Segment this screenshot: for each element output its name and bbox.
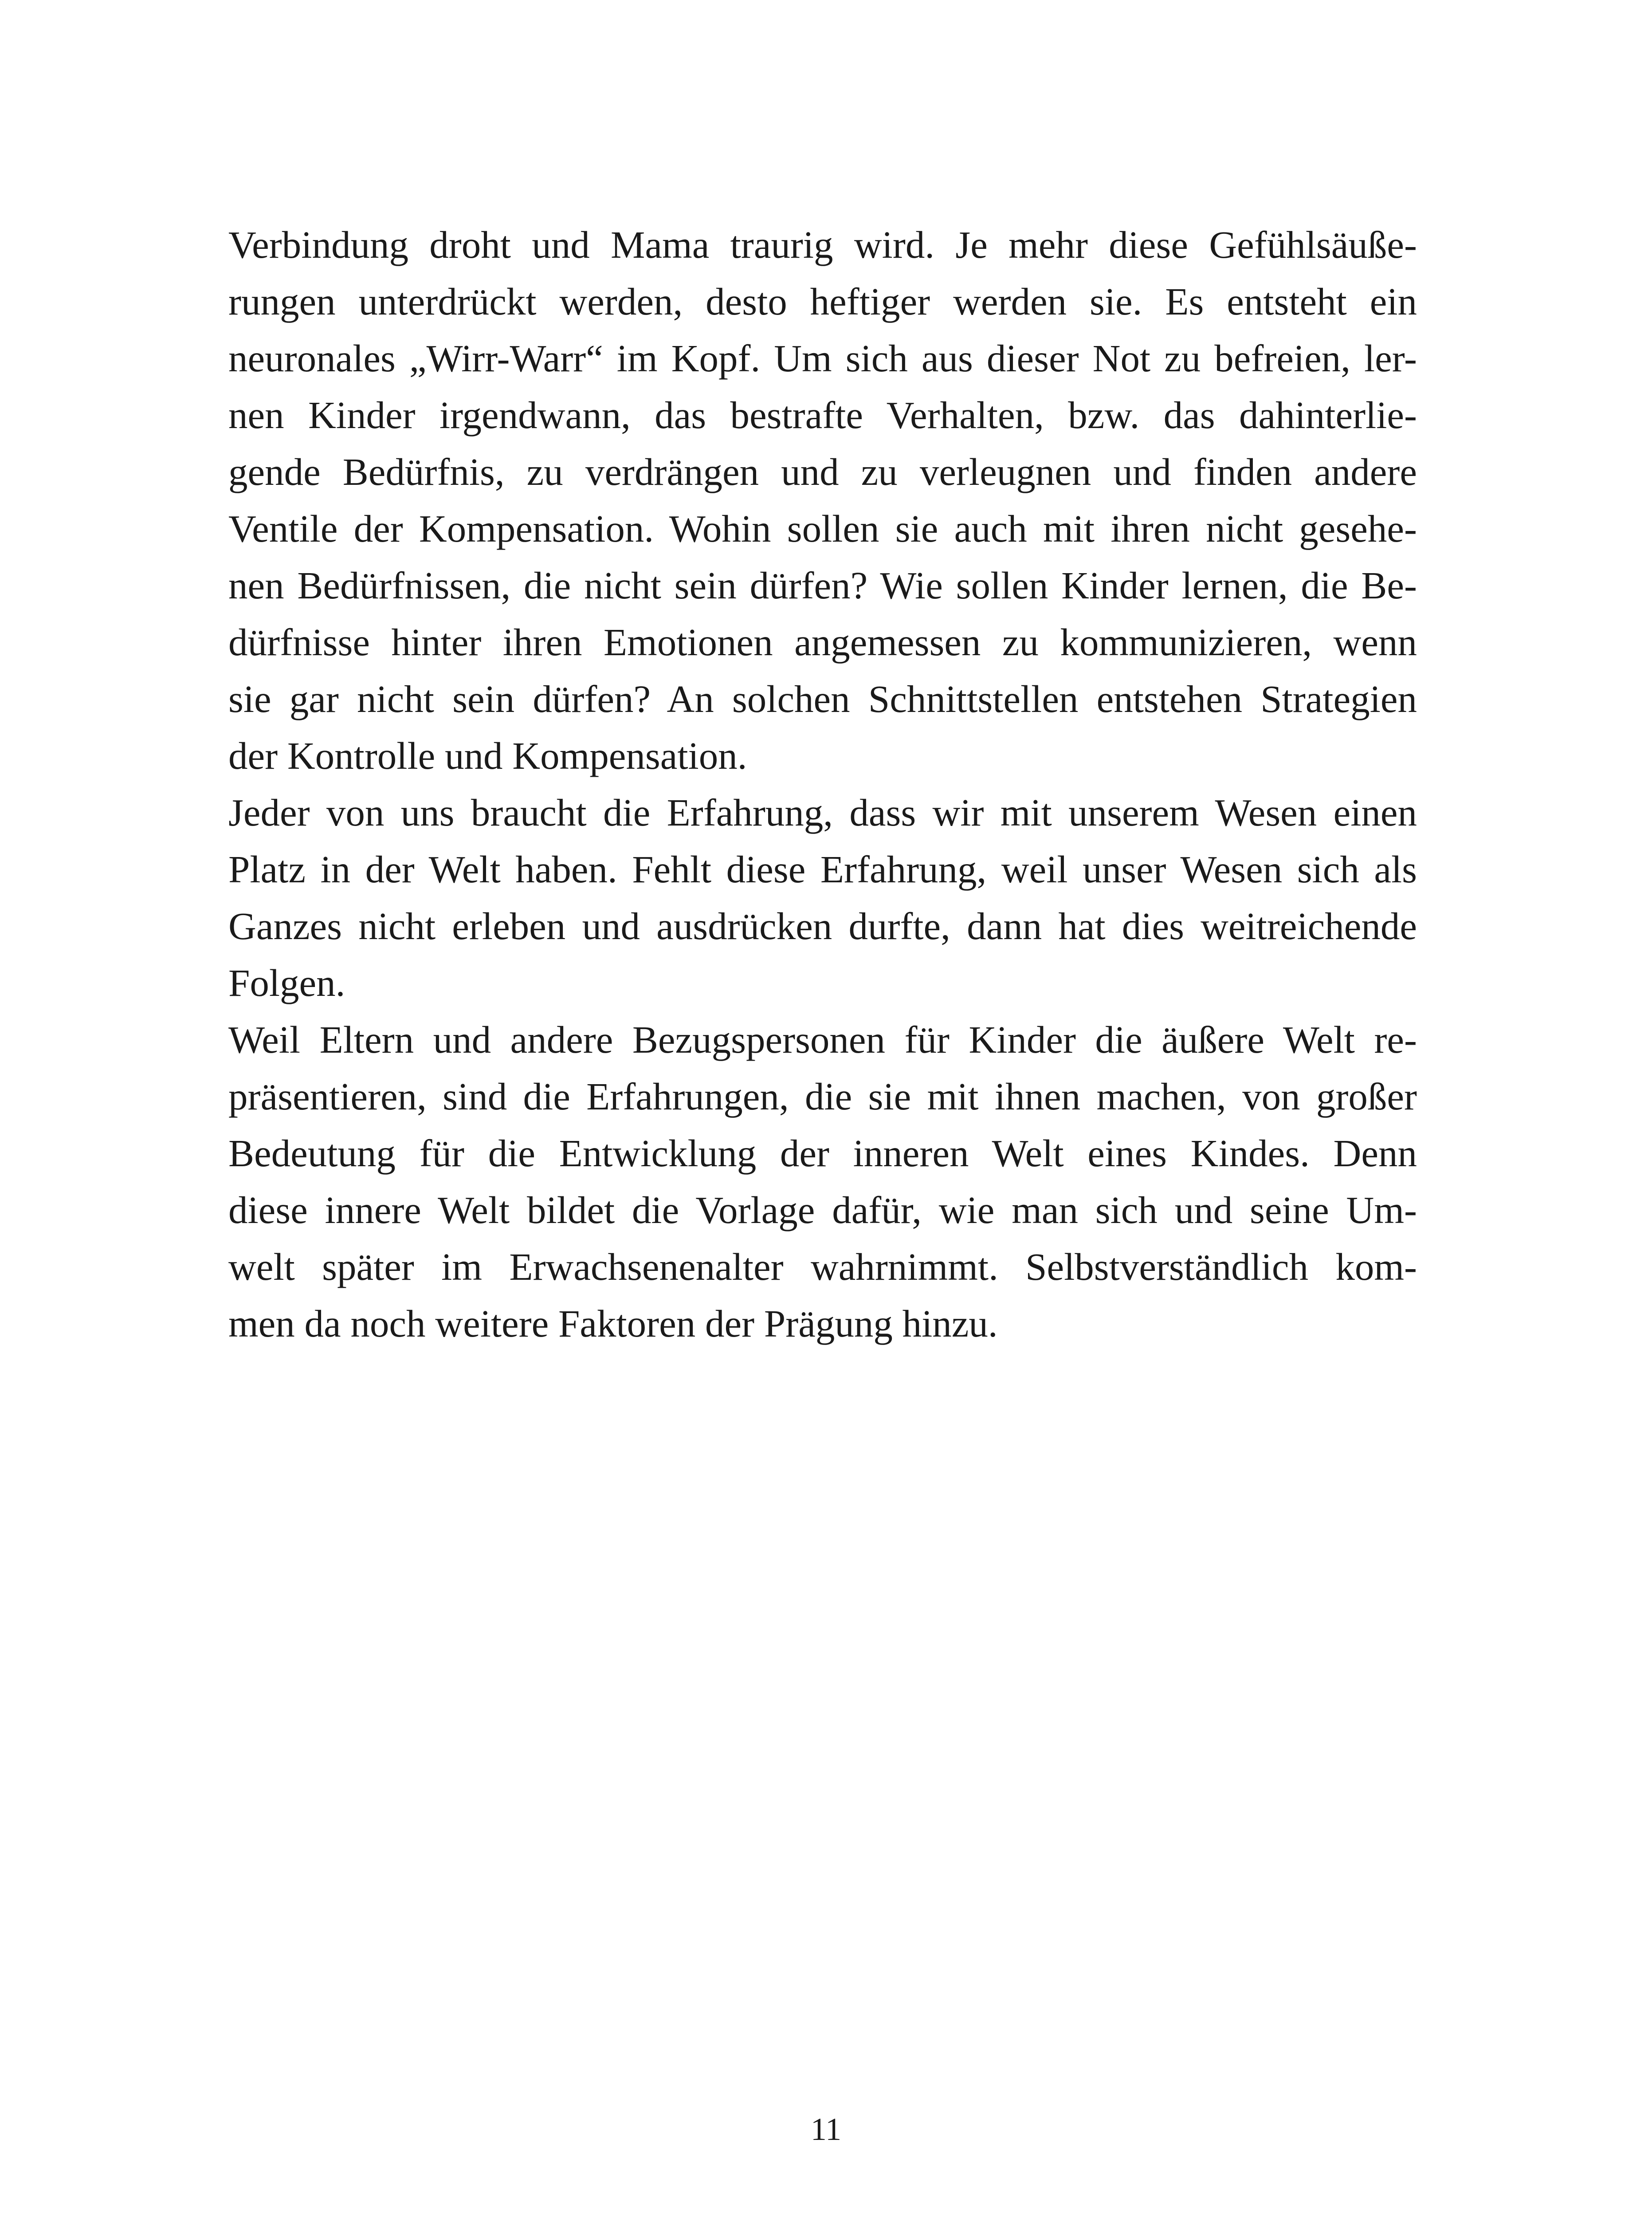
text-line: welt später im Erwachsenenalter wahrnimmt. Selbstverständlich kom- — [228, 1245, 1417, 1288]
text-line: Weil Eltern und andere Bezugspersonen für Kinder die äußere Welt re- — [228, 1018, 1417, 1061]
text-line: gende Bedürfnis, zu verdrängen und zu verleugnen und finden andere — [228, 450, 1417, 493]
text-line: nen Kinder irgendwann, das bestrafte Verhalten, bzw. das dahinterlie- — [228, 393, 1417, 437]
body-text — [228, 216, 1417, 1352]
text-line: Ventile der Kompensation. Wohin sollen sie auch mit ihren nicht gesehe- — [228, 507, 1417, 550]
text-line: rungen unterdrückt werden, desto heftiger werden sie. Es entsteht ein — [228, 280, 1417, 323]
page-number: 11 — [810, 2112, 842, 2147]
text-line: Bedeutung für die Entwicklung der inneren Welt eines Kindes. Denn — [228, 1132, 1417, 1175]
text-line: dürfnisse hinter ihren Emotionen angemessen zu kommunizieren, wenn — [228, 621, 1417, 664]
text-line: neuronales „Wirr-Warr“ im Kopf. Um sich aus dieser Not zu befreien, ler- — [228, 337, 1417, 380]
text-line: Ganzes nicht erleben und ausdrücken durfte, dann hat dies weitreichende — [228, 905, 1417, 948]
text-line: nen Bedürfnissen, die nicht sein dürfen? Wie sollen Kinder lernen, die Be- — [228, 564, 1417, 607]
text-line: Folgen. — [228, 961, 345, 1004]
text-line: Verbindung droht und Mama traurig wird. Je mehr diese Gefühlsäuße- — [228, 223, 1417, 266]
text-line: diese innere Welt bildet die Vorlage dafür, wie man sich und seine Um- — [228, 1188, 1417, 1231]
text-line: präsentieren, sind die Erfahrungen, die sie mit ihnen machen, von großer — [228, 1075, 1417, 1118]
text-line: der Kontrolle und Kompensation. — [228, 734, 747, 777]
text-line: men da noch weitere Faktoren der Prägung hinzu. — [228, 1302, 998, 1345]
text-line: Jeder von uns braucht die Erfahrung, dass wir mit unserem Wesen einen — [228, 791, 1417, 834]
text-line: sie gar nicht sein dürfen? An solchen Schnittstellen entstehen Strategien — [228, 677, 1417, 720]
text-line: Platz in der Welt haben. Fehlt diese Erfahrung, weil unser Wesen sich als — [228, 848, 1417, 891]
